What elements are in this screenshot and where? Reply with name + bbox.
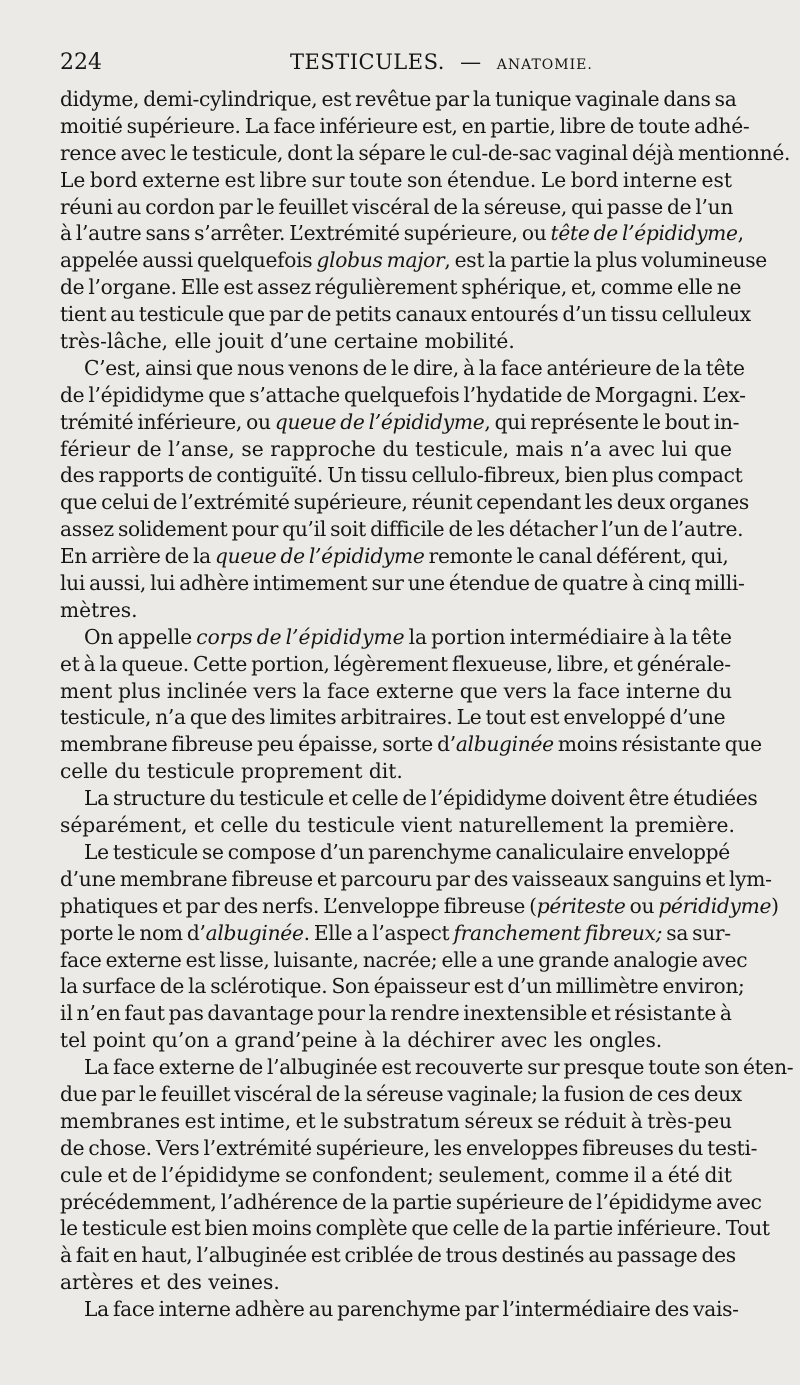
- text-line: membrane fibreuse peu épaisse, sorte d’albuginée moins résistante que: [60, 732, 762, 757]
- text-line: le testicule est bien moins complète que celle de la partie inférieure. Tout: [60, 1216, 770, 1241]
- page-header: [60, 42, 737, 82]
- text-line: La face externe de l’albuginée est recouverte sur presque toute son éten-: [84, 1055, 794, 1080]
- text-line: férieur de l’anse, se rapproche du testicule, mais n’a avec lui que: [60, 436, 732, 461]
- text-line: précédemment, l’adhérence de la partie supérieure de l’épididyme avec: [60, 1189, 762, 1214]
- text-line: et à la queue. Cette portion, légèrement flexueuse, libre, et générale-: [60, 651, 731, 676]
- text-line: due par le feuillet viscéral de la séreuse vaginale; la fusion de ces deux: [60, 1081, 742, 1106]
- text-line: tient au testicule que par de petits canaux entourés d’un tissu celluleux: [60, 302, 751, 327]
- text-line: phatiques et par des nerfs. L’enveloppe fibreuse (périteste ou pérididyme): [60, 893, 779, 918]
- text-line: assez solidement pour qu’il soit difficile de les détacher l’un de l’autre.: [60, 517, 744, 542]
- text-line: séparément, et celle du testicule vient naturellement la première.: [60, 813, 735, 838]
- text-line: testicule, n’a que des limites arbitraires. Le tout est enveloppé d’une: [60, 705, 726, 730]
- text-line: de l’organe. Elle est assez régulièrement sphérique, et, comme elle ne: [60, 275, 742, 300]
- text-line: que celui de l’extrémité supérieure, réunit cependant les deux organes: [60, 490, 749, 515]
- text-line: rence avec le testicule, dont la sépare le cul-de-sac vaginal déjà mentionné.: [60, 140, 791, 165]
- text-line: On appelle corps de l’épididyme la portion intermédiaire à la tête: [84, 624, 732, 649]
- text-line: Le bord externe est libre sur toute son étendue. Le bord interne est: [60, 167, 732, 192]
- text-line: En arrière de la queue de l’épididyme remonte le canal déférent, qui,: [60, 544, 729, 569]
- running-head-subtitle: ANATOMIE.: [496, 57, 593, 73]
- text-line: La face interne adhère au parenchyme par l’intermédiaire des vais-: [84, 1297, 739, 1322]
- text-line: membranes est intime, et le substratum séreux se réduit à très-peu: [60, 1108, 733, 1133]
- text-line: La structure du testicule et celle de l’épididyme doivent être étudiées: [84, 786, 758, 811]
- text-line: à l’autre sans s’arrêter. L’extrémité supérieure, ou tête de l’épididyme,: [60, 221, 744, 246]
- text-line: de chose. Vers l’extrémité supérieure, les enveloppes fibreuses du testi-: [60, 1135, 758, 1160]
- text-line: ment plus inclinée vers la face externe que vers la face interne du: [60, 678, 733, 703]
- text-line: didyme, demi-cylindrique, est revêtue par la tunique vaginale dans sa: [60, 87, 737, 111]
- page-number: 224: [60, 50, 102, 75]
- text-line: réuni au cordon par le feuillet viscéral de la séreuse, qui passe de l’un: [60, 194, 734, 219]
- text-line: Le testicule se compose d’un parenchyme canaliculaire enveloppé: [84, 839, 730, 864]
- text-line: porte le nom d’albuginée. Elle a l’aspect franchement fibreux; sa sur-: [60, 920, 731, 945]
- running-head-title: TESTICULES.: [290, 50, 445, 74]
- text-line: face externe est lisse, luisante, nacrée; elle a une grande analogie avec: [60, 947, 748, 972]
- body-text: [60, 86, 794, 1323]
- text-line: artères et des veines.: [60, 1270, 280, 1295]
- text-line: lui aussi, lui adhère intimement sur une étendue de quatre à cinq milli-: [60, 571, 745, 596]
- text-line: des rapports de contiguïté. Un tissu cellulo-fibreux, bien plus compact: [60, 463, 743, 488]
- text-line: la surface de la sclérotique. Son épaisseur est d’un millimètre environ;: [60, 974, 745, 999]
- text-line: cule et de l’épididyme se confondent; seulement, comme il a été dit: [60, 1162, 732, 1187]
- running-head-dash: —: [460, 50, 482, 74]
- text-line: moitié supérieure. La face inférieure est, en partie, libre de toute adhé-: [60, 113, 750, 138]
- text-line: très-lâche, elle jouit d’une certaine mobilité.: [60, 329, 515, 354]
- text-line: de l’épididyme que s’attache quelquefois l’hydatide de Morgagni. L’ex-: [60, 382, 746, 407]
- running-head: [290, 50, 593, 74]
- text-line: celle du testicule proprement dit.: [60, 759, 403, 784]
- text-line: C’est, ainsi que nous venons de le dire, à la face antérieure de la tête: [84, 355, 745, 380]
- text-line: tel point qu’on a grand’peine à la déchirer avec les ongles.: [60, 1028, 663, 1053]
- text-line: d’une membrane fibreuse et parcouru par des vaisseaux sanguins et lym-: [60, 866, 772, 891]
- text-line: appelée aussi quelquefois globus major, est la partie la plus volumineuse: [60, 248, 767, 273]
- text-line: il n’en faut pas davantage pour la rendre inextensible et résistante à: [60, 1001, 732, 1026]
- text-line: à fait en haut, l’albuginée est criblée de trous destinés au passage des: [60, 1243, 736, 1268]
- text-line: mètres.: [60, 597, 138, 622]
- text-line: trémité inférieure, ou queue de l’épididyme, qui représente le bout in-: [60, 409, 740, 434]
